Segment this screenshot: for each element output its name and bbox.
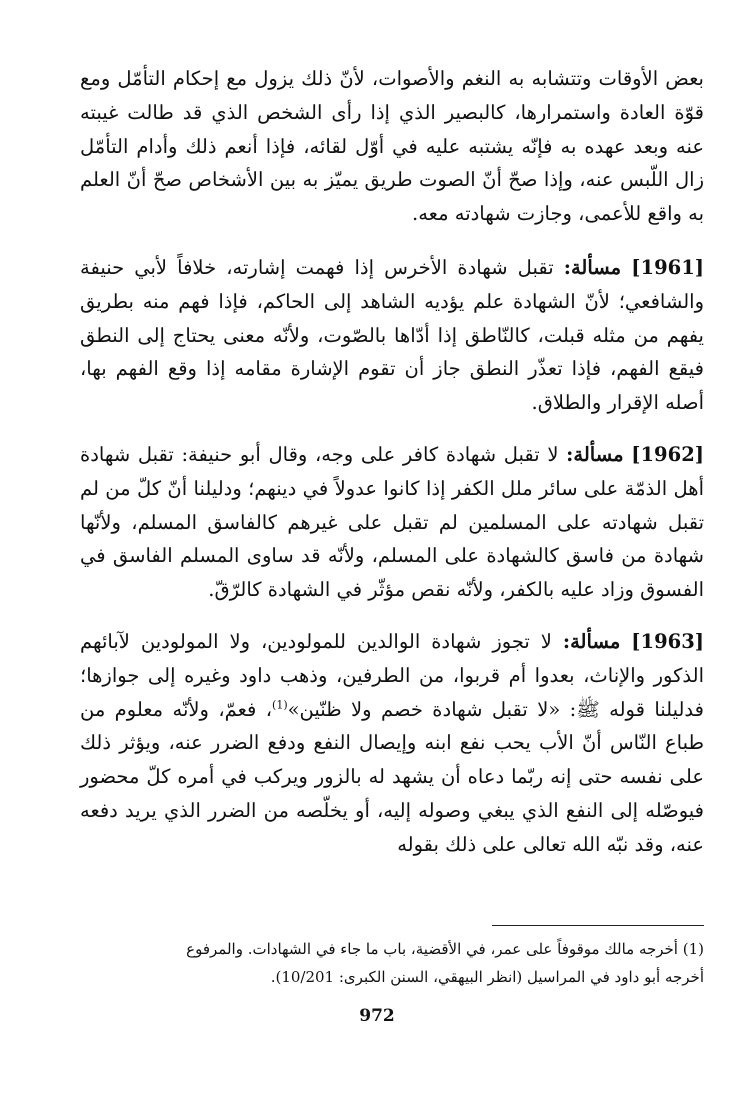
paragraph-continuation	[80, 62, 704, 231]
issue-label: مسألة:	[562, 629, 621, 653]
footnote-line: أخرجه أبو داود في المراسيل (انظر البيهقي، السنن الكبرى: 10/201).	[270, 968, 704, 986]
issue-number: [1962]	[631, 442, 704, 466]
footnotes	[80, 935, 704, 991]
page-body	[80, 62, 704, 880]
paragraph-text: بعض الأوقات وتتشابه به النغم والأصوات، لأنّ ذلك يزول مع إحكام التأمّل ومع قوّة العادة واستمرارها، كالبصير الذي إذا رأى الشخص الذي قد طالت غيبته عنه وبعد عهده به فإنّه يشتبه عليه في أوّل لقائه، فإذا أنعم ذلك وأدام التأمّل زال اللّبس عنه، وإذا صحّ أنّ الصوت طريق يميّز به بين الأشخاص صحّ أنّ العلم به واقع للأعمى، وجازت شهادته معه.	[80, 67, 704, 226]
issue-number: [1963]	[631, 629, 705, 653]
footnote-reference[interactable]: (1)	[272, 698, 288, 712]
issue-text: لا تجوز شهادة الوالدين للمولودين، ولا المولودين لآبائهم الذكور والإناث، بعدوا أم قربوا، من الطرفين، وذهب داود وغيره إلى جوازها؛ فدليلنا قوله ﷺ: «لا تقبل شهادة خصم ولا ظنّين»	[80, 629, 704, 721]
issue-text: تقبل شهادة الأخرس إذا فهمت إشارته، خلافاً لأبي حنيفة والشافعي؛ لأنّ الشهادة علم يؤديه الشاهد إلى الحاكم، فإذا فهم منه بطريق يفهم من مثله قبلت، كالنّاطق إذا أدّاها بالصّوت، ولأنّه معنى يحتاج إلى النطق فيقع الفهم، فإذا تعذّر النطق جاز أن تقوم الإشارة مقامه إذا وقع الفهم بها، أصله الإقرار والطلاق.	[80, 255, 704, 415]
page-number: 972	[359, 1006, 395, 1026]
footnote-divider	[492, 925, 704, 926]
issue-text: لا تقبل شهادة كافر على وجه، وقال أبو حنيفة: تقبل شهادة أهل الذمّة على سائر ملل الكفر إذا كانوا عدولاً في دينهم؛ ودليلنا أنّ كلّ من لم تقبل شهادته على المسلمين لم تقبل على غيرهم كالفاسق المسلم، ولأنّها شهادة من فاسق كالشهادة على المسلم، ولأنّه قد ساوى المسلم الفاسق في الفسوق وزاد عليه بالكفر، ولأنّه نقص مؤثّر في الشهادة كالرّقّ.	[80, 442, 704, 602]
issue-text-continued: ، فعمّ، ولأنّه معلوم من طباع النّاس أنّ الأب يحب نفع ابنه وإيصال النفع ودفع الضرر عنه، ويؤثر ذلك على نفسه حتى إنه ربّما دعاه أن يشهد له بالزور ويركب في أمره كلّ محضور فيوصّله إلى النفع الذي يبغي وصوله إليه، أو يخلّصه من الضرر الذي يريد دفعه عنه، وقد نبّه الله تعالى على ذلك بقوله	[80, 697, 704, 856]
issue-1961	[80, 251, 704, 420]
issue-1963	[80, 625, 704, 862]
issue-number: [1961]	[631, 255, 705, 279]
issue-label: مسألة:	[566, 442, 624, 466]
issue-1962	[80, 438, 704, 607]
issue-label: مسألة:	[563, 255, 622, 279]
footnote-line: (1) أخرجه مالك موقوفاً على عمر، في الأقضية، باب ما جاء في الشهادات. والمرفوع	[186, 940, 704, 958]
